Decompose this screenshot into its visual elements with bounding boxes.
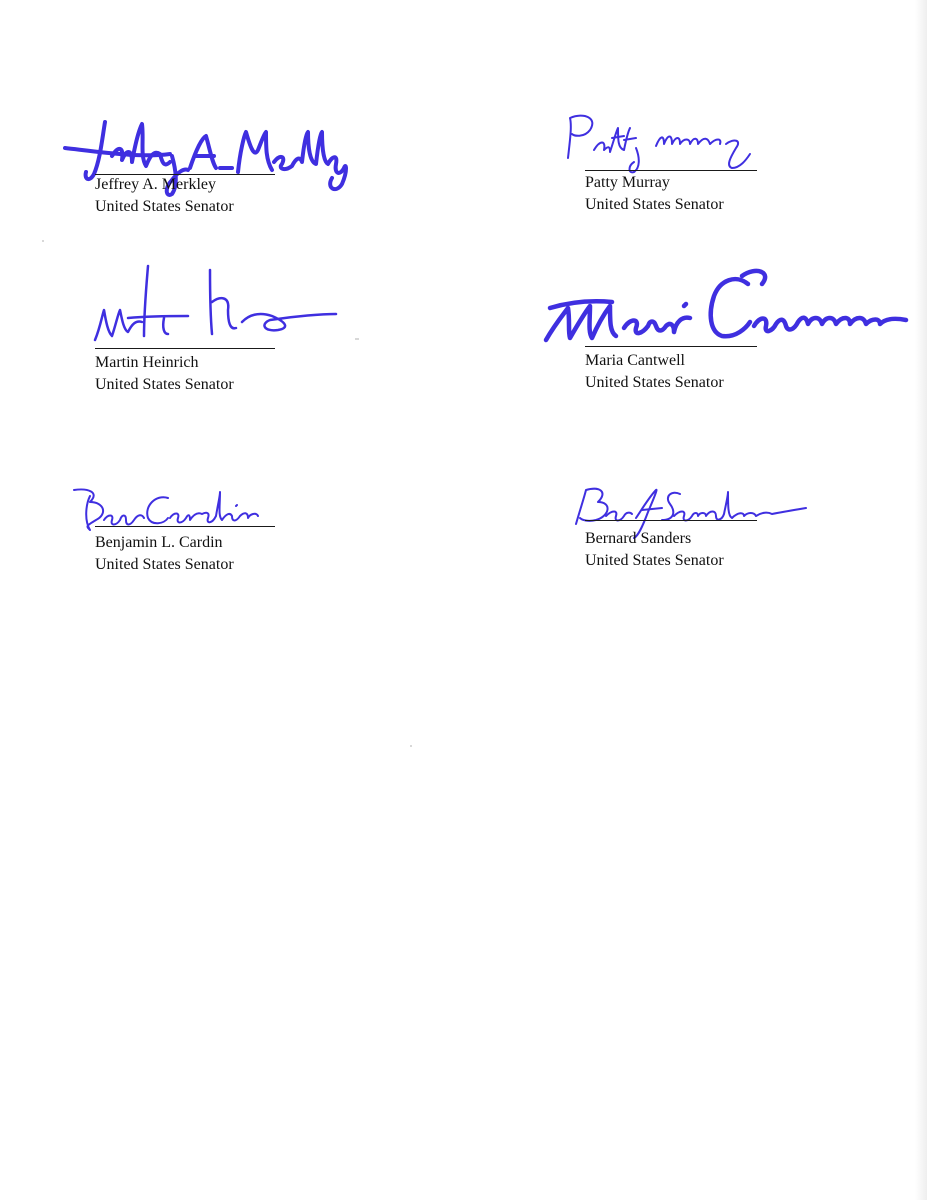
signatory-title: United States Senator [95,556,234,573]
signature-line [95,526,275,527]
signature-cantwell [550,262,920,357]
scan-speck [42,240,44,242]
signature-line [95,174,275,175]
signatory-title: United States Senator [585,552,724,569]
signature-line [95,348,275,349]
signatory-name: Patty Murray [585,174,670,191]
scan-speck [410,745,412,747]
signature-line [585,346,757,347]
signatory-name: Jeffrey A. Merkley [95,176,216,193]
signature-heinrich [60,262,350,352]
signatory-title: United States Senator [95,376,234,393]
signature-block-cardin [60,486,320,606]
signature-block-merkley [60,110,320,230]
signature-block-heinrich [60,262,320,393]
signature-line [585,520,757,521]
signature-line [585,170,757,171]
signatory-title: United States Senator [585,374,724,391]
signatory-name: Benjamin L. Cardin [95,534,223,551]
signatory-title: United States Senator [585,196,724,213]
scan-speck [355,338,359,340]
signatory-name: Maria Cantwell [585,352,685,369]
signature-block-murray [550,110,810,230]
signatory-name: Martin Heinrich [95,354,199,371]
signatory-name: Bernard Sanders [585,530,692,547]
page-edge-shadow [915,0,927,1200]
signature-block-cantwell [550,262,810,391]
signature-block-sanders [550,484,810,604]
signatory-title: United States Senator [95,198,234,215]
